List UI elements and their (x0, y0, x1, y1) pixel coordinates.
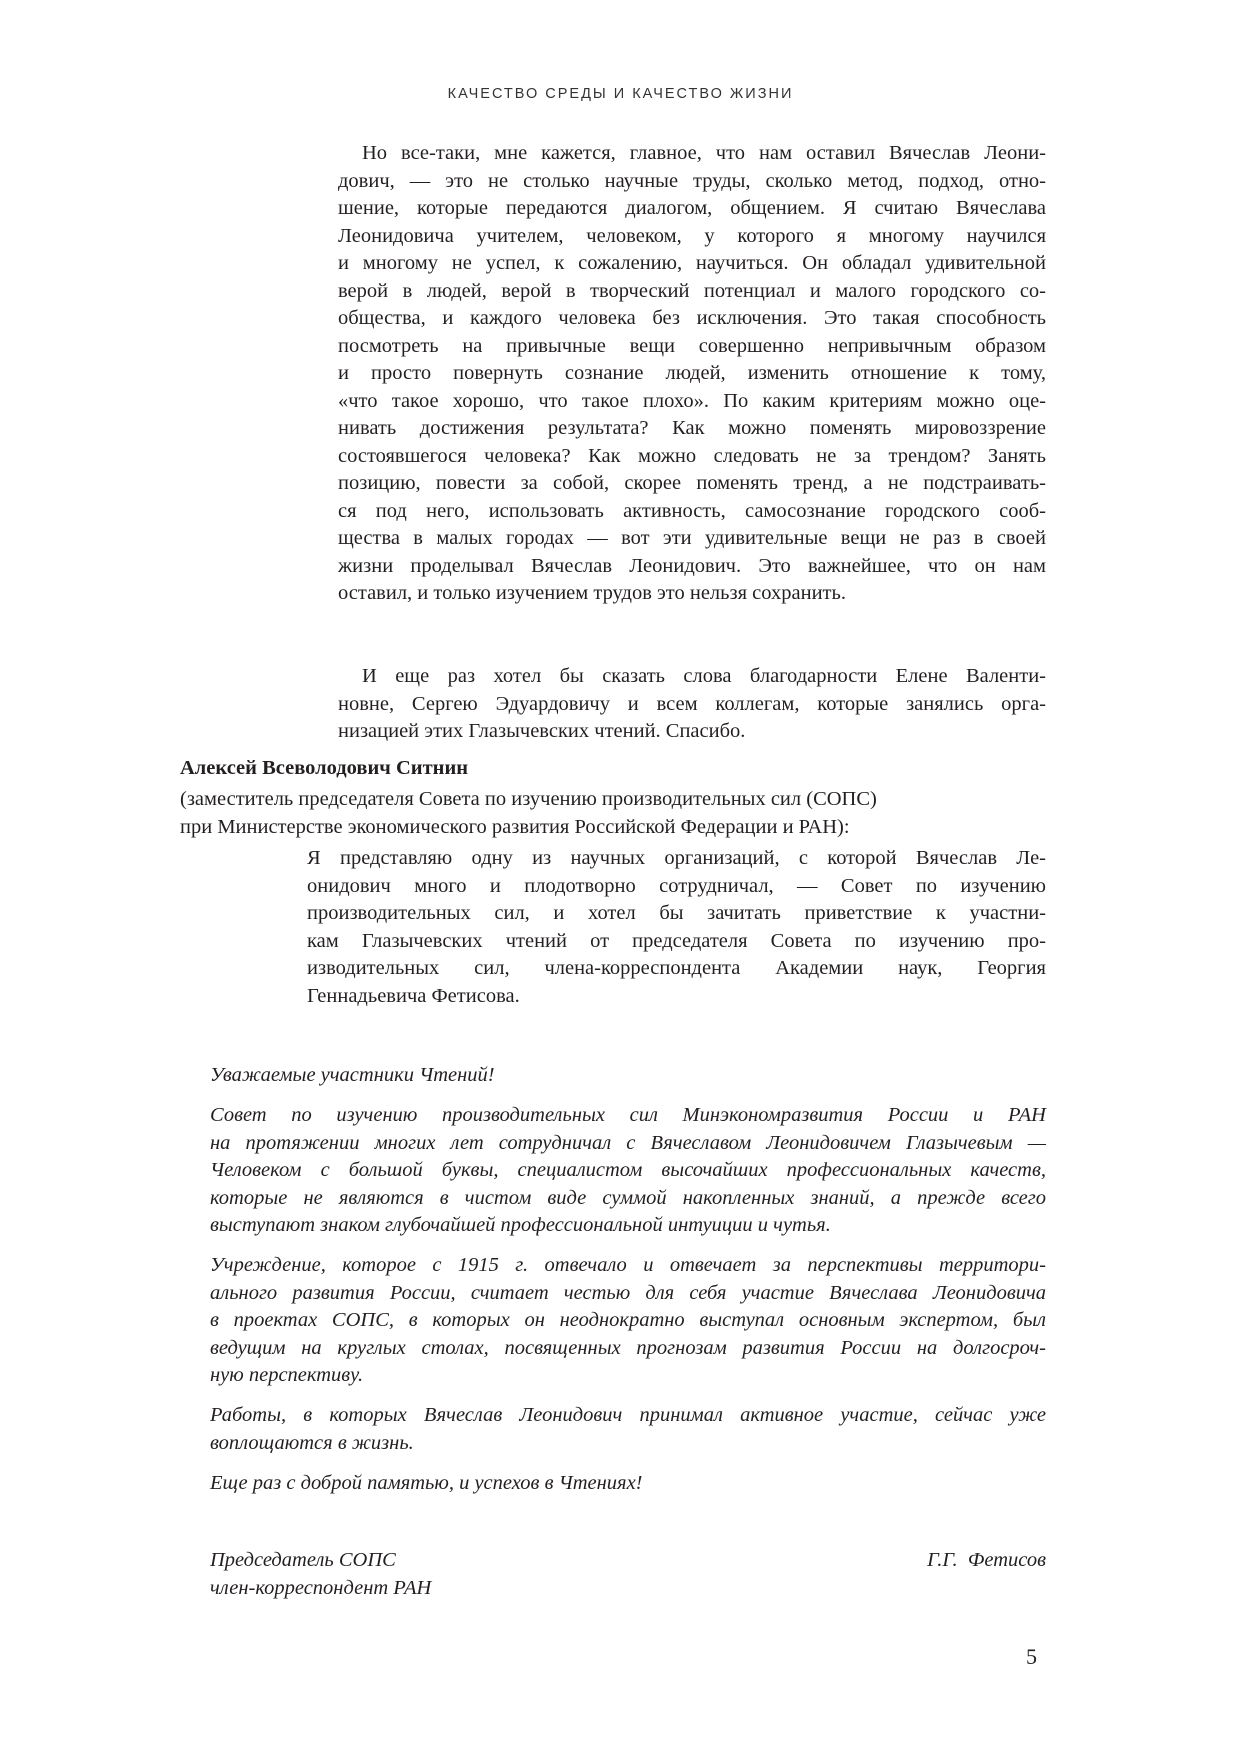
text-line: верой в людей, верой в творческий потенциал и малого городского со- (338, 279, 1046, 302)
letter-paragraph-1 (210, 1102, 1046, 1240)
text-line: ведущим на круглых столах, посвященных прогнозам развития России на долгосроч- (210, 1336, 1046, 1359)
letter-greeting: Уважаемые участники Чтений! (210, 1064, 495, 1086)
text-line: «что такое хорошо, что такое плохо». По каким критериям можно оце- (338, 389, 1046, 412)
text-line: Леонидовича учителем, человеком, у которого я многому научился (338, 224, 1046, 247)
text-line: ся под него, использовать активность, самосознание городского сооб- (338, 499, 1046, 522)
text-line: Работы, в которых Вячеслав Леонидович принимал активное участие, сейчас уже (210, 1404, 1046, 1426)
signature-title-line: член-корреспондент РАН (210, 1576, 432, 1599)
paragraph-3 (307, 845, 1046, 1010)
text-line: и многому не успел, к сожалению, научиться. Он обладал удивительной (338, 252, 1046, 274)
text-line: Я представляю одну из научных организаций, с которой Вячеслав Ле- (307, 847, 1046, 869)
text-line: кам Глазычевских чтений от председателя Совета по изучению про- (307, 929, 1046, 952)
text-line: Совет по изучению производительных сил Минэкономразвития России и РАН (210, 1104, 1046, 1126)
text-line: общества, и каждого человека без исключения. Это такая способность (338, 307, 1046, 329)
signature-name: Г.Г. Фетисов (927, 1549, 1046, 1571)
text-line: Но все-таки, мне кажется, главное, что нам оставил Вячеслав Леони- (362, 142, 1046, 164)
text-line: И еще раз хотел бы сказать слова благодарности Елене Валенти- (362, 665, 1046, 687)
speaker-role-line: (заместитель председателя Совета по изучению производительных сил (СОПС) (180, 788, 877, 810)
page-number: 5 (1026, 1644, 1037, 1669)
text-line: изводительных сил, члена-корреспондента Академии наук, Георгия (307, 957, 1046, 979)
text-line: дович, — это не столько научные труды, сколько метод, подход, отно- (338, 169, 1046, 192)
text-line: новне, Сергею Эдуардовичу и всем коллегам, которые занялись орга- (338, 692, 1046, 715)
text-line: состоявшегося человека? Как можно следовать не за трендом? Занять (338, 444, 1046, 467)
text-line: на протяжении многих лет сотрудничал с Вячеславом Леонидовичем Глазычевым — (210, 1131, 1046, 1154)
text-line: выступают знаком глубочайшей профессиональной интуиции и чутья. (210, 1214, 831, 1236)
running-header: КАЧЕСТВО СРЕДЫ И КАЧЕСТВО ЖИЗНИ (447, 86, 794, 102)
text-line: шение, которые передаются диалогом, общением. Я считаю Вячеслава (338, 197, 1046, 219)
text-line: ального развития России, считает честью для себя участие Вячеслава Леонидовича (210, 1281, 1046, 1304)
signature-title-line: Председатель СОПС (210, 1549, 396, 1571)
text-line: щества в малых городах — вот эти удивительные вещи не раз в своей (338, 527, 1046, 549)
text-line: и просто повернуть сознание людей, изменить отношение к тому, (338, 362, 1046, 384)
text-line: позицию, повести за собой, скорее поменять тренд, а не подстраивать- (338, 472, 1046, 494)
letter-paragraph-2 (210, 1252, 1046, 1390)
text-line: Учреждение, которое с 1915 г. отвечало и отвечает за перспективы территори- (210, 1254, 1046, 1276)
speaker-name: Алексей Всеволодович Ситнин (180, 757, 469, 779)
text-line: жизни проделывал Вячеслав Леонидович. Это важнейшее, что он нам (338, 554, 1046, 577)
signature-title (210, 1547, 431, 1602)
text-line: в проектах СОПС, в которых он неоднократно выступал основным экспертом, был (210, 1309, 1046, 1331)
text-line: нивать достижения результата? Как можно поменять мировоззрение (338, 417, 1046, 439)
text-line: которые не являются в чистом виде суммой накопленных знаний, а прежде всего (210, 1186, 1046, 1209)
speaker-role (180, 786, 877, 841)
text-line: низацией этих Глазычевских чтений. Спасибо. (338, 720, 746, 742)
text-line: посмотреть на привычные вещи совершенно непривычным образом (338, 334, 1046, 357)
text-line: оставил, и только изучением трудов это нельзя сохранить. (338, 582, 846, 604)
text-line: Человеком с большой буквы, специалистом высочайших профессиональных качеств, (210, 1159, 1046, 1181)
speaker-role-line: при Министерстве экономического развития Российской Федерации и РАН): (180, 815, 850, 838)
paragraph-1 (338, 140, 1046, 608)
text-line: онидович много и плодотворно сотрудничал, — Совет по изучению (307, 874, 1046, 897)
paragraph-2 (338, 663, 1046, 746)
text-line: Геннадьевича Фетисова. (307, 984, 520, 1007)
letter-closing: Еще раз с доброй памятью, и успехов в Чтениях! (210, 1472, 643, 1494)
text-line: производительных сил, и хотел бы зачитать приветствие к участни- (307, 902, 1046, 924)
text-line: ную перспективу. (210, 1364, 364, 1386)
text-line: воплощаются в жизнь. (210, 1431, 414, 1454)
letter-paragraph-3 (210, 1402, 1046, 1457)
